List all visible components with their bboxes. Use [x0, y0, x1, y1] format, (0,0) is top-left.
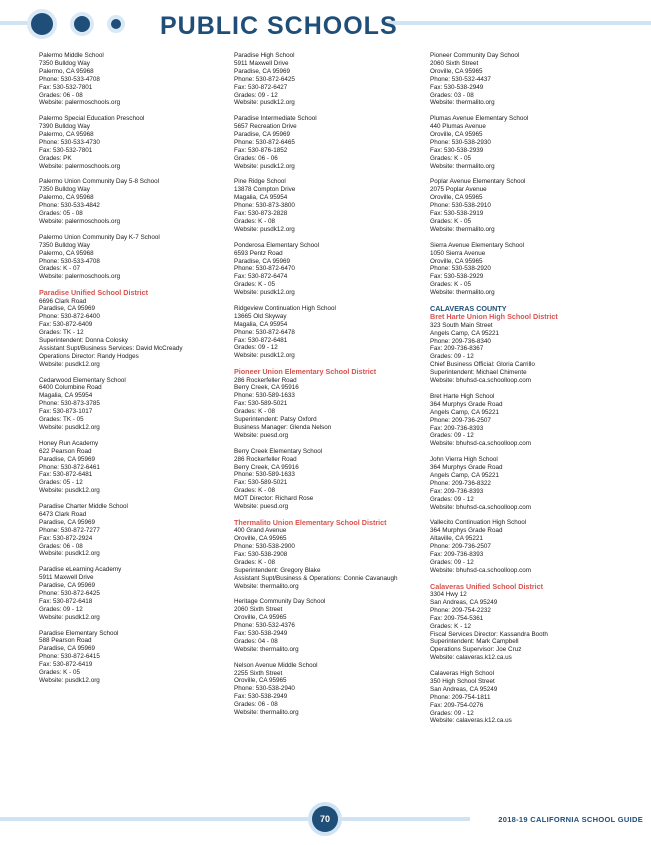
school-name: Honey Run Academy	[39, 439, 99, 447]
entry-line: Fax: 530-589-5021	[234, 479, 288, 487]
entry-line: Oroville, CA 95965	[430, 194, 483, 202]
entry-line: Grades: 06 - 08	[234, 701, 278, 709]
entry-line: Website: pusdk12.org	[39, 360, 100, 368]
school-name: Ponderosa Elementary School	[234, 241, 320, 249]
entry-line: Website: pusdk12.org	[39, 487, 100, 495]
school-entry	[234, 52, 424, 107]
school-name: Paradise Intermediate School	[234, 115, 317, 123]
entry-line: Phone: 530-873-3785	[39, 400, 100, 408]
entry-line: Superintendent: Patsy Oxford	[234, 416, 317, 424]
school-entry	[39, 377, 229, 432]
entry-line: Phone: 530-532-4437	[430, 75, 491, 83]
entry-line: Website: palermoschools.org	[39, 99, 121, 107]
entry-line: Fax: 530-876-1852	[234, 146, 288, 154]
school-entry	[430, 242, 620, 297]
district-entry	[39, 289, 229, 369]
entry-line: 400 Grand Avenue	[234, 527, 287, 535]
school-name: Palermo Special Education Preschool	[39, 115, 145, 123]
entry-line: Palermo, CA 95968	[39, 131, 94, 139]
school-name: Pioneer Community Day School	[430, 52, 520, 59]
school-name: Nelson Avenue Middle School	[234, 661, 318, 669]
entry-line: Grades: 09 - 12	[39, 605, 83, 613]
entry-line: 622 Pearson Road	[39, 447, 92, 455]
entry-line: Paradise, CA 95969	[39, 305, 96, 313]
entry-line: Phone: 530-872-6400	[39, 313, 100, 321]
entry-line: Paradise, CA 95969	[234, 67, 291, 75]
entry-line: Website: calaveras.k12.ca.us	[430, 654, 512, 662]
district-name: Bret Harte Union High School District	[430, 312, 558, 322]
entry-line: Phone: 530-533-4730	[39, 138, 100, 146]
entry-line: Palermo, CA 95968	[39, 249, 94, 257]
school-entry	[430, 519, 620, 574]
school-entry	[234, 598, 424, 653]
entry-line: Fax: 530-532-7801	[39, 83, 93, 91]
entry-line: Website: palermoschools.org	[39, 273, 121, 281]
entry-line: 364 Murphys Grade Road	[430, 400, 503, 408]
entry-line: Fax: 530-872-6481	[39, 471, 93, 479]
entry-line: Phone: 530-538-2910	[430, 202, 491, 210]
entry-line: Operations Supervisor: Joe Cruz	[430, 646, 522, 654]
entry-line: Phone: 530-872-6425	[39, 590, 100, 597]
entry-line: Website: puesd.org	[234, 431, 289, 439]
entry-line: Grades: 09 - 12	[430, 495, 474, 503]
entry-line: Grades: TK - 12	[39, 329, 84, 337]
entry-line: Phone: 530-589-1633	[234, 392, 295, 400]
entry-line: Phone: 530-872-6470	[234, 265, 295, 273]
entry-line: Business Manager: Glenda Nelson	[234, 424, 332, 432]
entry-line: Website: pusdk12.org	[39, 424, 100, 432]
entry-line: Website: thermalito.org	[430, 99, 495, 107]
entry-line: 350 High School Street	[430, 677, 495, 685]
entry-line: 6696 Clark Road	[39, 297, 87, 305]
entry-line: Fax: 209-736-8393	[430, 550, 484, 558]
entry-line: Palermo, CA 95968	[39, 194, 94, 202]
entry-line: Grades: PK	[39, 154, 72, 162]
entry-line: Chief Business Official: Gloria Carrillo	[430, 361, 535, 369]
header-dot-medium	[74, 16, 90, 32]
entry-line: Fax: 530-538-2949	[234, 693, 288, 701]
entry-line: Palermo, CA 95968	[39, 67, 94, 75]
school-entry	[39, 178, 229, 225]
entry-line: Grades: K - 05	[430, 218, 471, 225]
directory-column-1	[39, 52, 229, 693]
entry-line: 7390 Bulldog Way	[39, 123, 90, 131]
entry-line: Fax: 530-872-6419	[39, 661, 93, 669]
school-entry	[39, 566, 229, 621]
district-entry	[430, 583, 620, 663]
header-dot-large	[31, 13, 53, 35]
guide-title: 2018-19 CALIFORNIA SCHOOL GUIDE	[498, 815, 643, 824]
school-name: Paradise Charter Middle School	[39, 503, 128, 511]
entry-line: Phone: 530-873-3800	[234, 202, 295, 210]
directory-column-3	[430, 52, 620, 733]
entry-line: Fax: 530-538-2949	[430, 83, 484, 91]
footer-accent-line-left	[0, 817, 308, 821]
entry-line: Website: pusdk12.org	[234, 289, 295, 297]
entry-line: Website: bhuhsd-ca.schoolloop.com	[430, 377, 532, 385]
entry-line: Phone: 530-538-2940	[234, 685, 295, 693]
school-name: Paradise eLearning Academy	[39, 566, 122, 574]
entry-line: 364 Murphys Grade Road	[430, 527, 503, 535]
school-entry	[39, 503, 229, 558]
school-entry	[430, 670, 620, 725]
school-name: Paradise Elementary School	[39, 629, 119, 637]
entry-line: Website: bhuhsd-ca.schoolloop.com	[430, 440, 532, 448]
entry-line: Berry Creek, CA 95916	[234, 384, 299, 392]
entry-line: Fax: 530-873-2828	[234, 210, 288, 218]
entry-line: Oroville, CA 95965	[234, 535, 287, 543]
entry-line: Website: pusdk12.org	[39, 676, 100, 684]
entry-line: Phone: 530-533-4708	[39, 75, 100, 83]
entry-line: Grades: K - 08	[234, 218, 275, 225]
district-entry	[234, 519, 424, 591]
entry-line: Fax: 530-872-6481	[234, 336, 288, 344]
entry-line: 1050 Sierra Avenue	[430, 249, 486, 257]
entry-line: Fax: 530-538-2939	[430, 146, 484, 154]
school-name: Cedarwood Elementary School	[39, 376, 126, 384]
directory-column-2	[234, 52, 424, 725]
entry-line: Magalia, CA 95954	[234, 194, 288, 202]
school-entry	[234, 662, 424, 717]
entry-line: Fax: 530-872-6474	[234, 273, 288, 281]
entry-line: Paradise, CA 95969	[39, 645, 96, 653]
entry-line: San Andreas, CA 95249	[430, 598, 498, 606]
entry-line: Fax: 530-538-2908	[234, 550, 288, 558]
entry-line: Angels Camp, CA 95221	[430, 471, 499, 479]
entry-line: Website: pusdk12.org	[234, 99, 295, 107]
entry-line: Grades: K - 12	[430, 622, 471, 630]
school-entry	[234, 448, 424, 511]
entry-line: Website: pusdk12.org	[39, 550, 100, 558]
entry-line: Paradise, CA 95969	[234, 131, 291, 139]
entry-line: Phone: 209-754-1811	[430, 693, 491, 701]
entry-line: Fax: 530-872-2924	[39, 534, 93, 542]
entry-line: Grades: 09 - 12	[234, 344, 278, 352]
entry-line: 286 Rockerfeller Road	[234, 376, 297, 384]
school-name: Poplar Avenue Elementary School	[430, 178, 526, 186]
entry-line: Grades: 04 - 08	[234, 637, 278, 645]
entry-line: 2060 Sixth Street	[430, 59, 479, 67]
school-entry	[234, 115, 424, 170]
entry-line: Fax: 530-872-6427	[234, 83, 288, 91]
school-name: Calaveras High School	[430, 670, 495, 678]
entry-line: Grades: 09 - 12	[430, 709, 474, 717]
entry-line: 6473 Clark Road	[39, 510, 87, 518]
entry-line: 2060 Sixth Street	[234, 606, 283, 614]
entry-line: MOT Director: Richard Rose	[234, 495, 314, 503]
school-name: Ridgeview Continuation High School	[234, 304, 336, 312]
entry-line: Grades: K - 08	[234, 487, 275, 495]
district-name: Thermalito Union Elementary School District	[234, 517, 387, 527]
school-entry	[430, 52, 620, 107]
entry-line: 5911 Maxwell Drive	[39, 574, 94, 582]
entry-line: Phone: 209-736-2507	[430, 543, 491, 551]
school-entry	[39, 630, 229, 685]
school-entry	[39, 440, 229, 495]
school-entry	[39, 234, 229, 281]
entry-line: Phone: 530-872-7277	[39, 526, 100, 534]
school-entry	[430, 178, 620, 233]
school-name: Heritage Community Day School	[234, 598, 326, 606]
entry-line: Phone: 530-533-4708	[39, 257, 100, 265]
entry-line: Fax: 530-872-6409	[39, 321, 93, 329]
entry-line: Paradise, CA 95969	[234, 257, 291, 265]
entry-line: Phone: 209-736-8340	[430, 337, 491, 345]
entry-line: Website: puesd.org	[234, 503, 289, 511]
entry-line: Angels Camp, CA 95221	[430, 408, 499, 416]
entry-line: Website: thermalito.org	[430, 162, 495, 170]
footer-accent-line-right	[342, 817, 470, 821]
header-dot-small	[111, 19, 121, 29]
entry-line: Superintendent: Michael Chimente	[430, 369, 527, 377]
entry-line: Website: pusdk12.org	[234, 162, 295, 170]
entry-line: Fax: 530-538-2919	[430, 210, 484, 218]
school-name: Sierra Avenue Elementary School	[430, 241, 525, 249]
entry-line: 440 Plumas Avenue	[430, 123, 486, 131]
entry-line: Superintendent: Donna Colosky	[39, 337, 128, 345]
entry-line: Magalia, CA 95954	[39, 392, 93, 400]
entry-line: Website: palermoschools.org	[39, 218, 121, 225]
entry-line: Website: thermalito.org	[234, 709, 299, 717]
entry-line: 13878 Compton Drive	[234, 186, 296, 194]
entry-line: 5911 Maxwell Drive	[234, 59, 289, 67]
entry-line: Website: thermalito.org	[234, 645, 299, 653]
entry-line: Oroville, CA 95965	[234, 677, 287, 685]
entry-line: Fiscal Services Director: Kassandra Booth	[430, 630, 548, 638]
entry-line: Phone: 530-589-1633	[234, 471, 295, 479]
entry-line: Grades: K - 07	[39, 265, 80, 273]
entry-line: Website: pusdk12.org	[234, 225, 295, 233]
entry-line: Grades: 06 - 06	[234, 154, 278, 162]
entry-line: 7350 Bulldog Way	[39, 241, 90, 249]
entry-line: Website: bhuhsd-ca.schoolloop.com	[430, 566, 532, 574]
entry-line: Grades: 09 - 12	[430, 432, 474, 440]
school-name: Palermo Middle School	[39, 52, 104, 59]
district-name: Pioneer Union Elementary School District	[234, 367, 377, 377]
entry-line: Paradise, CA 95969	[39, 455, 96, 463]
school-entry	[39, 115, 229, 170]
entry-line: 13665 Old Skyway	[234, 312, 287, 320]
entry-line: Assistant Supt/Business Services: David McCready	[39, 344, 183, 352]
county-name: CALAVERAS COUNTY	[430, 303, 507, 313]
entry-line: Paradise, CA 95969	[39, 582, 96, 590]
entry-line: Grades: 06 - 08	[39, 542, 83, 550]
entry-line: Grades: 06 - 08	[39, 91, 83, 99]
entry-line: Grades: TK - 05	[39, 416, 84, 424]
page-title: PUBLIC SCHOOLS	[160, 12, 398, 40]
entry-line: 3304 Hwy 12	[430, 591, 467, 598]
entry-line: 323 South Main Street	[430, 321, 493, 329]
entry-line: Grades: 05 - 12	[39, 479, 83, 487]
entry-line: Grades: K - 08	[234, 558, 275, 566]
entry-line: Fax: 530-589-5021	[234, 400, 288, 408]
district-entry	[430, 313, 620, 385]
school-entry	[234, 178, 424, 233]
entry-line: 5657 Recreation Drive	[234, 123, 297, 131]
district-entry	[234, 368, 424, 440]
entry-line: Grades: 05 - 08	[39, 210, 83, 218]
entry-line: Angels Camp, CA 95221	[430, 329, 499, 337]
entry-line: San Andreas, CA 95249	[430, 685, 498, 693]
school-name: Vallecito Continuation High School	[430, 519, 527, 527]
entry-line: Phone: 530-872-6425	[234, 75, 295, 83]
entry-line: Fax: 209-736-8393	[430, 424, 484, 432]
entry-line: Fax: 209-736-8367	[430, 345, 484, 353]
school-name: Bret Harte High School	[430, 392, 495, 400]
school-name: Pine Ridge School	[234, 178, 286, 186]
entry-line: Phone: 530-872-6478	[234, 328, 295, 336]
entry-line: Website: pusdk12.org	[234, 352, 295, 360]
entry-line: Berry Creek, CA 95916	[234, 463, 299, 471]
entry-line: 588 Pearson Road	[39, 637, 92, 645]
entry-line: Grades: K - 05	[430, 281, 471, 289]
school-entry	[430, 115, 620, 170]
entry-line: Fax: 209-754-5361	[430, 614, 484, 622]
entry-line: Phone: 530-872-6465	[234, 138, 295, 146]
entry-line: Phone: 530-538-2920	[430, 265, 491, 273]
entry-line: Fax: 530-873-1017	[39, 408, 93, 416]
entry-line: 7350 Bulldog Way	[39, 186, 90, 194]
entry-line: Grades: 09 - 12	[430, 353, 474, 361]
entry-line: Fax: 209-736-8393	[430, 487, 484, 495]
entry-line: Altaville, CA 95221	[430, 535, 483, 543]
school-name: Palermo Union Community Day 5-8 School	[39, 178, 160, 186]
entry-line: Assistant Supt/Business & Operations: Connie Cavanaugh	[234, 574, 398, 582]
entry-line: Website: bhuhsd-ca.schoolloop.com	[430, 503, 532, 511]
entry-line: Website: thermalito.org	[430, 225, 495, 233]
school-entry	[430, 456, 620, 511]
entry-line: Grades: 03 - 08	[430, 91, 474, 99]
entry-line: Oroville, CA 95965	[430, 131, 483, 139]
school-entry	[39, 52, 229, 107]
entry-line: Phone: 209-736-2507	[430, 416, 491, 424]
entry-line: Website: pusdk12.org	[39, 613, 100, 621]
entry-line: Grades: K - 05	[234, 281, 275, 289]
entry-line: Fax: 209-754-0276	[430, 701, 484, 709]
entry-line: Oroville, CA 95965	[430, 67, 483, 75]
school-entry	[430, 393, 620, 448]
header-accent-line-right	[382, 21, 651, 25]
entry-line: Superintendent: Mark Campbell	[430, 638, 519, 646]
school-name: Paradise High School	[234, 52, 295, 59]
entry-line: 6593 Pentz Road	[234, 249, 283, 257]
entry-line: Fax: 530-532-7801	[39, 146, 93, 154]
entry-line: Phone: 530-538-2900	[234, 543, 295, 551]
entry-line: Oroville, CA 95965	[234, 614, 287, 622]
entry-line: 6400 Columbine Road	[39, 384, 102, 392]
entry-line: Website: thermalito.org	[234, 582, 299, 590]
school-name: Palermo Union Community Day K-7 School	[39, 233, 160, 241]
entry-line: Phone: 530-538-2930	[430, 138, 491, 146]
entry-line: Grades: K - 05	[39, 669, 80, 677]
entry-line: Phone: 209-754-2232	[430, 606, 491, 614]
school-name: Plumas Avenue Elementary School	[430, 115, 529, 123]
entry-line: Phone: 530-532-4376	[234, 622, 295, 630]
entry-line: Fax: 530-872-6418	[39, 597, 93, 605]
entry-line: Fax: 530-538-2949	[234, 630, 288, 638]
entry-line: Grades: 09 - 12	[430, 558, 474, 566]
district-name: Paradise Unified School District	[39, 288, 149, 298]
school-entry	[234, 242, 424, 297]
entry-line: Grades: K - 08	[234, 408, 275, 416]
entry-line: Website: thermalito.org	[430, 289, 495, 297]
page-number: 70	[312, 806, 338, 832]
entry-line: Magalia, CA 95954	[234, 320, 288, 328]
school-entry	[234, 305, 424, 360]
entry-line: Operations Director: Randy Hodges	[39, 352, 139, 360]
entry-line: Phone: 530-872-6461	[39, 463, 100, 471]
entry-line: Website: palermoschools.org	[39, 162, 121, 170]
entry-line: 7350 Bulldog Way	[39, 59, 90, 67]
entry-line: Website: calaveras.k12.ca.us	[430, 717, 512, 725]
entry-line: 2255 Sixth Street	[234, 669, 283, 677]
entry-line: Superintendent: Gregory Blake	[234, 566, 321, 574]
entry-line: 2075 Poplar Avenue	[430, 186, 487, 194]
entry-line: Paradise, CA 95969	[39, 518, 96, 526]
entry-line: 286 Rockerfeller Road	[234, 455, 297, 463]
district-name: Calaveras Unified School District	[430, 581, 544, 591]
entry-line: Grades: K - 05	[430, 154, 471, 162]
entry-line: Grades: 09 - 12	[234, 91, 278, 99]
entry-line: 364 Murphys Grade Road	[430, 464, 503, 472]
entry-line: Phone: 530-533-4842	[39, 202, 100, 210]
entry-line: Fax: 530-538-2929	[430, 273, 484, 281]
entry-line: Phone: 209-736-8322	[430, 479, 491, 487]
header-accent-line-left	[0, 21, 30, 25]
school-name: John Vierra High School	[430, 456, 498, 464]
entry-line: Phone: 530-872-6415	[39, 653, 100, 661]
entry-line: Oroville, CA 95965	[430, 257, 483, 265]
school-name: Berry Creek Elementary School	[234, 447, 323, 455]
